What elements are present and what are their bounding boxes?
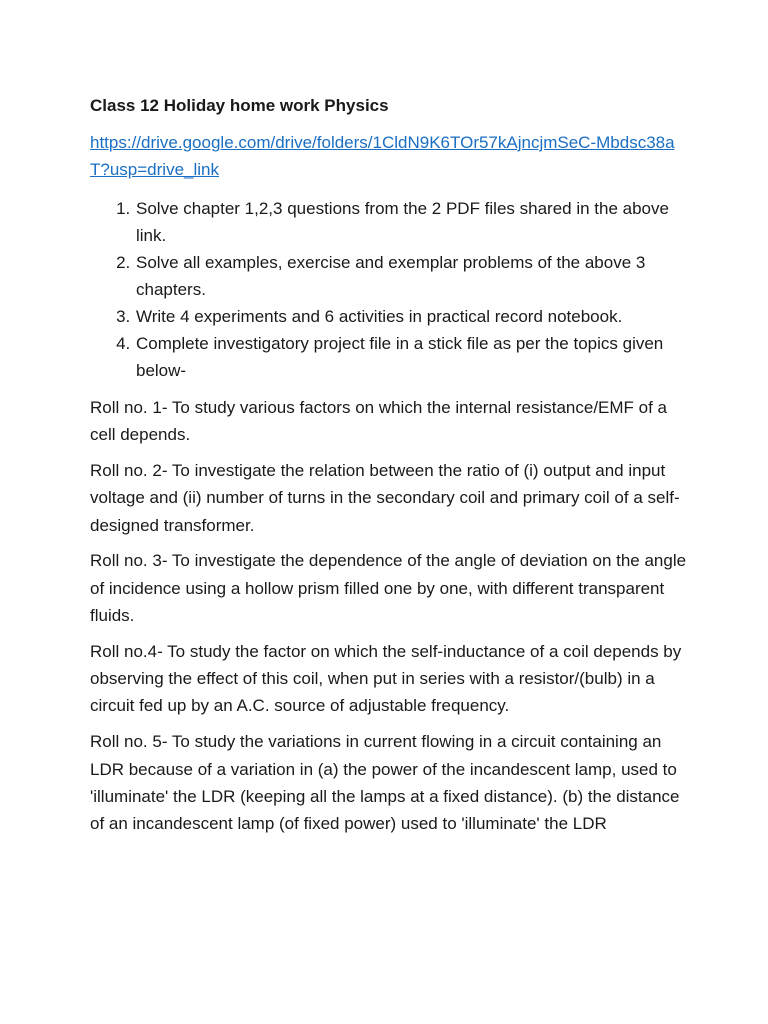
roll-no-4-topic: Roll no.4- To study the factor on which the self-inductance of a coil depends by observing the effect of this coil, when put in series with a resistor/(bulb) in a circuit fed up by an A.C. source of adjustable frequency. [90, 641, 682, 716]
task-item-3: 3. Write 4 experiments and 6 activities in practical record notebook. [135, 303, 690, 330]
document-title: Class 12 Holiday home work Physics [90, 96, 389, 115]
task-item-2: 2. Solve all examples, exercise and exemplar problems of the above 3 chapters. [135, 249, 690, 303]
task-item-1: 1. Solve chapter 1,2,3 questions from the 2 PDF files shared in the above link. [135, 195, 690, 249]
roll-no-5-topic: Roll no. 5- To study the variations in current flowing in a circuit containing an LDR because of a variation in (a) the power of the incandescent lamp, used to 'illuminate' the LDR (keeping all the lamps at a fixed distance). (b) the distance of an incandescent lamp (of fixed power) used to 'illuminate' the LDR [90, 732, 680, 834]
document-page [90, 92, 690, 846]
roll-no-1-topic: Roll no. 1- To study various factors on which the internal resistance/EMF of a cell depends. [90, 398, 668, 445]
roll-no-3-topic: Roll no. 3- To investigate the dependence of the angle of deviation on the angle of incidence using a hollow prism filled one by one, with different transparent fluids. [90, 551, 687, 626]
drive-folder-link[interactable]: https://drive.google.com/drive/folders/1CldN9K6TOr57kAjncjmSeC-Mbdsc38aT?usp=drive_link [90, 133, 675, 179]
task-item-4: 4. Complete investigatory project file in a stick file as per the topics given below- [135, 330, 690, 384]
task-list [90, 195, 690, 384]
roll-no-2-topic: Roll no. 2- To investigate the relation between the ratio of (i) output and input voltage and (ii) number of turns in the secondary coil and primary coil of a self-designed transformer. [90, 461, 680, 535]
